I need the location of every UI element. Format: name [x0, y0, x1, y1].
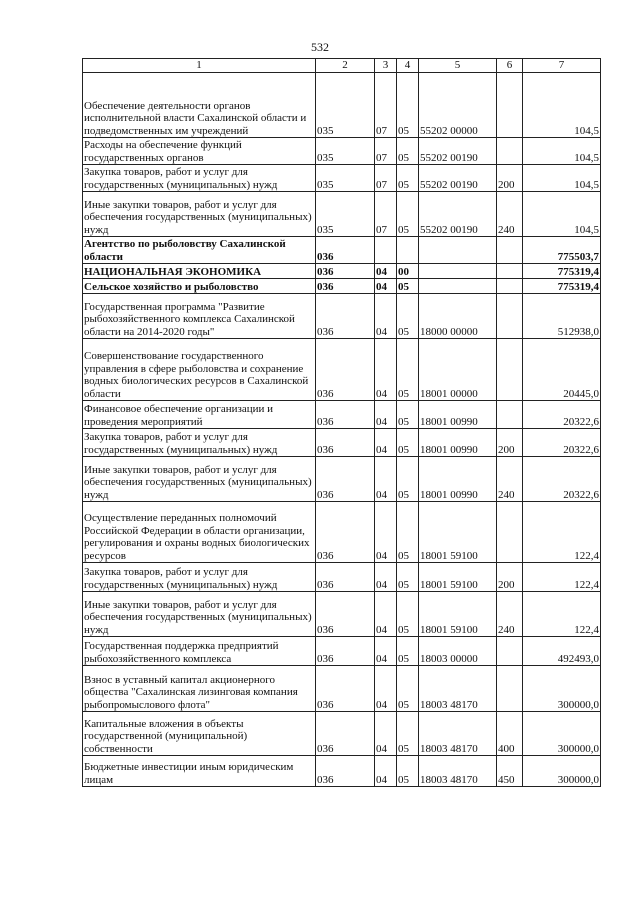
row-name-cell: Закупка товаров, работ и услуг для государственных (муниципальных) нужд: [83, 429, 316, 457]
table-row: [83, 401, 601, 429]
pr-cell: 00: [397, 264, 419, 279]
csr-cell: [419, 237, 497, 264]
vr-cell: 200: [497, 563, 523, 592]
sum-cell: 104,5: [523, 73, 601, 138]
sum-cell: 775319,4: [523, 264, 601, 279]
row-name-cell: Иные закупки товаров, работ и услуг для обеспечения государственных (муниципальных) нужд: [83, 592, 316, 637]
sum-cell: 775319,4: [523, 279, 601, 294]
pr-cell: 05: [397, 279, 419, 294]
row-name-cell: Обеспечение деятельности органов исполнительной власти Сахалинской области и подведомственных им учреждений: [83, 73, 316, 138]
pr-cell: 05: [397, 294, 419, 339]
sum-cell: 122,4: [523, 563, 601, 592]
vr-cell: [497, 666, 523, 712]
row-name-cell: Агентство по рыболовству Сахалинской области: [83, 237, 316, 264]
vr-cell: 240: [497, 192, 523, 237]
sum-cell: 20322,6: [523, 429, 601, 457]
pr-cell: 05: [397, 756, 419, 787]
header-cell: 7: [523, 59, 601, 73]
rz-cell: 07: [375, 165, 397, 192]
row-name-cell: Совершенствование государственного управления в сфере рыболовства и сохранение водных биологических ресурсов в Сахалинской области: [83, 339, 316, 401]
rz-cell: 04: [375, 666, 397, 712]
table-row: [83, 264, 601, 279]
rz-cell: 07: [375, 192, 397, 237]
ved-cell: 036: [316, 264, 375, 279]
row-name-cell: Государственная поддержка предприятий рыбохозяйственного комплекса: [83, 637, 316, 666]
table-row: [83, 637, 601, 666]
csr-cell: 18001 00990: [419, 429, 497, 457]
pr-cell: 05: [397, 666, 419, 712]
rz-cell: 04: [375, 592, 397, 637]
row-name-cell: Осуществление переданных полномочий Российской Федерации в области организации, регулирования и охраны водных биологических ресурсов: [83, 502, 316, 563]
pr-cell: 05: [397, 502, 419, 563]
ved-cell: 036: [316, 279, 375, 294]
table-row: [83, 429, 601, 457]
pr-cell: 05: [397, 192, 419, 237]
ved-cell: 036: [316, 294, 375, 339]
pr-cell: 05: [397, 563, 419, 592]
page-number: 532: [311, 40, 329, 54]
sum-cell: 20322,6: [523, 401, 601, 429]
rz-cell: 04: [375, 502, 397, 563]
csr-cell: 18003 48170: [419, 756, 497, 787]
csr-cell: [419, 264, 497, 279]
table-row: [83, 502, 601, 563]
ved-cell: 035: [316, 192, 375, 237]
ved-cell: 035: [316, 138, 375, 165]
sum-cell: 20322,6: [523, 457, 601, 502]
row-name-cell: Расходы на обеспечение функций государственных органов: [83, 138, 316, 165]
row-name-cell: Взнос в уставный капитал акционерного общества "Сахалинская лизинговая компания рыбопромыслового флота": [83, 666, 316, 712]
table-row: [83, 294, 601, 339]
vr-cell: [497, 264, 523, 279]
vr-cell: 400: [497, 712, 523, 756]
ved-cell: 036: [316, 339, 375, 401]
ved-cell: 035: [316, 73, 375, 138]
header-cell: 1: [83, 59, 316, 73]
vr-cell: 240: [497, 592, 523, 637]
ved-cell: 036: [316, 756, 375, 787]
pr-cell: 05: [397, 637, 419, 666]
csr-cell: 55202 00000: [419, 73, 497, 138]
rz-cell: 04: [375, 429, 397, 457]
csr-cell: [419, 279, 497, 294]
csr-cell: 55202 00190: [419, 192, 497, 237]
row-name-cell: Бюджетные инвестиции иным юридическим лицам: [83, 756, 316, 787]
table-row: [83, 138, 601, 165]
vr-cell: 450: [497, 756, 523, 787]
row-name-cell: Иные закупки товаров, работ и услуг для обеспечения государственных (муниципальных) нужд: [83, 192, 316, 237]
header-cell: 5: [419, 59, 497, 73]
ved-cell: 036: [316, 563, 375, 592]
header-cell: 3: [375, 59, 397, 73]
pr-cell: 05: [397, 401, 419, 429]
table-row: [83, 73, 601, 138]
row-name-cell: Капитальные вложения в объекты государственной (муниципальной) собственности: [83, 712, 316, 756]
rz-cell: 04: [375, 457, 397, 502]
ved-cell: 036: [316, 457, 375, 502]
csr-cell: 18001 00990: [419, 401, 497, 429]
row-name-cell: Закупка товаров, работ и услуг для государственных (муниципальных) нужд: [83, 563, 316, 592]
ved-cell: 036: [316, 429, 375, 457]
rz-cell: 04: [375, 401, 397, 429]
ved-cell: 036: [316, 592, 375, 637]
ved-cell: 036: [316, 237, 375, 264]
sum-cell: 492493,0: [523, 637, 601, 666]
row-name-cell: НАЦИОНАЛЬНАЯ ЭКОНОМИКА: [83, 264, 316, 279]
csr-cell: 18001 00990: [419, 457, 497, 502]
ved-cell: 036: [316, 401, 375, 429]
sum-cell: 122,4: [523, 592, 601, 637]
sum-cell: 300000,0: [523, 756, 601, 787]
pr-cell: 05: [397, 73, 419, 138]
vr-cell: 200: [497, 429, 523, 457]
header-row: [83, 59, 601, 73]
csr-cell: 18003 48170: [419, 666, 497, 712]
rz-cell: 07: [375, 138, 397, 165]
pr-cell: 05: [397, 429, 419, 457]
table-row: [83, 237, 601, 264]
csr-cell: 18001 59100: [419, 563, 497, 592]
rz-cell: 07: [375, 73, 397, 138]
sum-cell: 300000,0: [523, 666, 601, 712]
sum-cell: 300000,0: [523, 712, 601, 756]
table-row: [83, 165, 601, 192]
pr-cell: 05: [397, 592, 419, 637]
csr-cell: 18001 00000: [419, 339, 497, 401]
row-name-cell: Государственная программа "Развитие рыбохозяйственного комплекса Сахалинской области на 2014-2020 годы": [83, 294, 316, 339]
pr-cell: [397, 237, 419, 264]
ved-cell: 036: [316, 502, 375, 563]
ved-cell: 036: [316, 712, 375, 756]
vr-cell: [497, 339, 523, 401]
table-row: [83, 279, 601, 294]
ved-cell: 036: [316, 666, 375, 712]
csr-cell: 18001 59100: [419, 592, 497, 637]
budget-table: [82, 58, 601, 787]
table-row: [83, 592, 601, 637]
row-name-cell: Финансовое обеспечение организации и проведения мероприятий: [83, 401, 316, 429]
pr-cell: 05: [397, 339, 419, 401]
table-row: [83, 339, 601, 401]
rz-cell: 04: [375, 637, 397, 666]
pr-cell: 05: [397, 457, 419, 502]
table-row: [83, 756, 601, 787]
header-cell: 6: [497, 59, 523, 73]
csr-cell: 55202 00190: [419, 165, 497, 192]
csr-cell: 18000 00000: [419, 294, 497, 339]
csr-cell: 18001 59100: [419, 502, 497, 563]
rz-cell: 04: [375, 279, 397, 294]
vr-cell: [497, 237, 523, 264]
vr-cell: [497, 279, 523, 294]
vr-cell: [497, 637, 523, 666]
table-row: [83, 666, 601, 712]
ved-cell: 036: [316, 637, 375, 666]
csr-cell: 55202 00190: [419, 138, 497, 165]
csr-cell: 18003 00000: [419, 637, 497, 666]
sum-cell: 104,5: [523, 138, 601, 165]
pr-cell: 05: [397, 165, 419, 192]
sum-cell: 20445,0: [523, 339, 601, 401]
row-name-cell: Иные закупки товаров, работ и услуг для обеспечения государственных (муниципальных) нужд: [83, 457, 316, 502]
rz-cell: 04: [375, 294, 397, 339]
rz-cell: 04: [375, 563, 397, 592]
row-name-cell: Закупка товаров, работ и услуг для государственных (муниципальных) нужд: [83, 165, 316, 192]
sum-cell: 104,5: [523, 165, 601, 192]
header-cell: 2: [316, 59, 375, 73]
table-body: [83, 73, 601, 787]
sum-cell: 104,5: [523, 192, 601, 237]
table-row: [83, 563, 601, 592]
vr-cell: [497, 401, 523, 429]
header-cell: 4: [397, 59, 419, 73]
vr-cell: [497, 138, 523, 165]
sum-cell: 122,4: [523, 502, 601, 563]
table-row: [83, 457, 601, 502]
table-row: [83, 712, 601, 756]
pr-cell: 05: [397, 138, 419, 165]
rz-cell: [375, 237, 397, 264]
pr-cell: 05: [397, 712, 419, 756]
row-name-cell: Сельское хозяйство и рыболовство: [83, 279, 316, 294]
vr-cell: [497, 294, 523, 339]
vr-cell: [497, 502, 523, 563]
table-row: [83, 192, 601, 237]
vr-cell: 200: [497, 165, 523, 192]
rz-cell: 04: [375, 264, 397, 279]
ved-cell: 035: [316, 165, 375, 192]
rz-cell: 04: [375, 339, 397, 401]
vr-cell: [497, 73, 523, 138]
sum-cell: 512938,0: [523, 294, 601, 339]
vr-cell: 240: [497, 457, 523, 502]
sum-cell: 775503,7: [523, 237, 601, 264]
rz-cell: 04: [375, 712, 397, 756]
csr-cell: 18003 48170: [419, 712, 497, 756]
rz-cell: 04: [375, 756, 397, 787]
